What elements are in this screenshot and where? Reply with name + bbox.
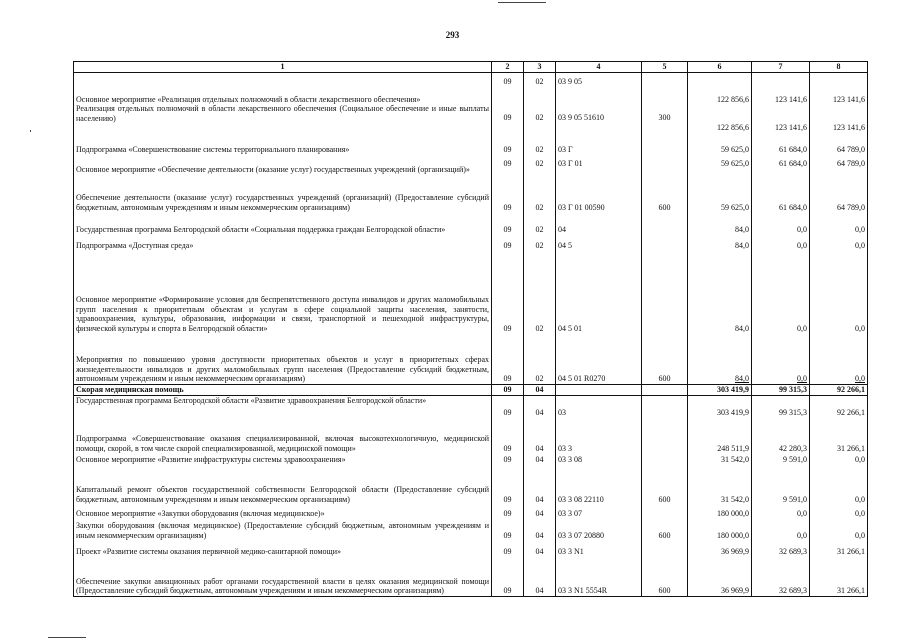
row-expense-type [642,453,688,464]
row-amount-year-1: 59 625,0 [688,154,752,174]
row-amount-year-2: 0,0 [752,333,810,384]
row-expense-type [642,258,688,333]
row-amount-year-1: 122 856,6 [688,72,752,104]
table-row [74,258,868,333]
row-name: Обеспечение закупки авиационных работ органами государственной власти в целях оказания медицинской помощи (Предоставление субсидий бюджетным, автономным учреждениям и иным некоммерческим организациям) [74,556,492,596]
row-subsection: 04 [524,453,556,464]
row-amount-year-3: 123 141,6 [810,104,868,132]
row-amount-year-2: 32 689,3 [752,556,810,596]
row-expense-type [642,154,688,174]
scan-mark [498,2,546,3]
row-subsection: 02 [524,104,556,132]
row-name: Проект «Развитие системы оказания первичной медико-санитарной помощи» [74,540,492,556]
row-amount-year-2: 0,0 [752,518,810,540]
row-name: Мероприятия по повышению уровня доступности приоритетных объектов и услуг в приоритетных сферах жизнедеятельности инвалидов и других маломобильных групп населения (Предоставление субсидий бюджетным, автономным учреждениям и иным некоммерческим организациям) [74,333,492,384]
row-section: 09 [492,453,524,464]
table-row [74,72,868,104]
table-row [74,333,868,384]
page-number: 293 [445,30,460,40]
table-row [74,453,868,464]
budget-table [73,61,868,597]
row-amount-year-1: 84,0 [688,234,752,258]
row-amount-year-2: 0,0 [752,212,810,234]
row-expense-type [642,429,688,453]
table-row [74,104,868,132]
row-expense-type [642,540,688,556]
row-amount-year-1: 303 419,9 [688,384,752,395]
row-name: Государственная программа Белгородской области «Социальная поддержка граждан Белгородской области» [74,212,492,234]
column-header: 5 [642,62,688,73]
row-amount-year-2: 0,0 [752,504,810,518]
column-header: 1 [74,62,492,73]
row-section: 09 [492,72,524,104]
row-amount-year-2: 61 684,0 [752,132,810,154]
row-target-article: 03 3 07 [556,504,642,518]
row-amount-year-3: 64 789,0 [810,174,868,212]
row-amount-year-1: 84,0 [688,258,752,333]
row-section: 09 [492,540,524,556]
row-target-article: 04 5 01 [556,258,642,333]
table-row [74,556,868,596]
row-name: Реализация отдельных полномочий в области лекарственного обеспечения (Социальное обеспечение и иные выплаты населению) [74,104,492,132]
row-amount-year-1: 36 969,9 [688,540,752,556]
row-subsection: 02 [524,154,556,174]
row-amount-year-3: 123 141,6 [810,72,868,104]
row-amount-year-2: 9 591,0 [752,464,810,504]
column-header: 6 [688,62,752,73]
row-subsection: 02 [524,174,556,212]
row-amount-year-1: 31 542,0 [688,453,752,464]
row-name: Основное мероприятие «Закупки оборудования (включая медицинское)» [74,504,492,518]
row-expense-type [642,234,688,258]
row-amount-year-2: 32 689,3 [752,540,810,556]
row-amount-year-1: 180 000,0 [688,504,752,518]
row-amount-year-3: 31 266,1 [810,556,868,596]
row-amount-year-3: 0,0 [810,518,868,540]
row-amount-year-1: 248 511,9 [688,429,752,453]
row-target-article: 03 Г [556,132,642,154]
column-header: 8 [810,62,868,73]
row-section: 09 [492,174,524,212]
table-row [74,429,868,453]
row-amount-year-3: 0,0 [810,464,868,504]
row-expense-type [642,72,688,104]
row-amount-year-2: 42 280,3 [752,429,810,453]
row-subsection: 02 [524,234,556,258]
column-header: 2 [492,62,524,73]
row-name: Основное мероприятие «Реализация отдельных полномочий в области лекарственного обеспечения» [74,72,492,104]
row-section: 09 [492,234,524,258]
row-subsection: 02 [524,212,556,234]
row-target-article: 03 9 05 [556,72,642,104]
row-amount-year-3: 0,0 [810,453,868,464]
row-amount-year-1: 180 000,0 [688,518,752,540]
row-amount-year-2: 9 591,0 [752,453,810,464]
row-amount-year-3: 31 266,1 [810,540,868,556]
row-amount-year-1: 36 969,9 [688,556,752,596]
row-amount-year-2: 99 315,3 [752,384,810,395]
column-header: 4 [556,62,642,73]
row-expense-type [642,212,688,234]
row-section: 09 [492,384,524,395]
row-section: 09 [492,212,524,234]
row-name: Обеспечение деятельности (оказание услуг) государственных учреждений (организаций) (Предоставление субсидий бюджетным, автономным учреждениям и иным некоммерческим организациям) [74,174,492,212]
table-row [74,464,868,504]
row-amount-year-3: 0,0 [810,212,868,234]
row-amount-year-2: 61 684,0 [752,154,810,174]
row-section: 09 [492,132,524,154]
row-amount-year-1: 31 542,0 [688,464,752,504]
scan-mark [48,637,86,638]
row-target-article [556,384,642,395]
row-target-article: 03 9 05 51610 [556,104,642,132]
row-amount-year-2: 123 141,6 [752,72,810,104]
row-name: Основное мероприятие «Обеспечение деятельности (оказание услуг) государственных учреждений (организаций)» [74,154,492,174]
row-name: Подпрограмма «Совершенствование оказания специализированной, включая высокотехнологичную, медицинской помощи, скорой, в том числе скорой специализированной, медицинской помощи» [74,429,492,453]
row-name: Скорая медицинская помощь [74,384,492,395]
row-target-article: 03 Г 01 00590 [556,174,642,212]
row-amount-year-1: 303 419,9 [688,395,752,429]
row-section: 09 [492,395,524,429]
row-subsection: 04 [524,429,556,453]
row-name: Подпрограмма «Доступная среда» [74,234,492,258]
row-target-article: 03 3 08 22110 [556,464,642,504]
table-row [74,234,868,258]
row-name: Основное мероприятие «Развитие инфраструктуры системы здравоохранения» [74,453,492,464]
row-section: 09 [492,258,524,333]
row-amount-year-3: 64 789,0 [810,132,868,154]
row-section: 09 [492,518,524,540]
column-number-row [74,62,868,73]
row-name: Капитальный ремонт объектов государственной собственности Белгородской области (Предоставление субсидий бюджетным, автономным учреждениям и иным некоммерческим организациям) [74,464,492,504]
table-row [74,212,868,234]
row-subsection: 04 [524,504,556,518]
section-row [74,384,868,395]
row-subsection: 02 [524,258,556,333]
row-amount-year-1: 84,0 [688,333,752,384]
row-subsection: 04 [524,540,556,556]
row-name: Подпрограмма «Совершенствование системы территориального планирования» [74,132,492,154]
row-subsection: 04 [524,518,556,540]
row-expense-type: 600 [642,556,688,596]
row-subsection: 04 [524,395,556,429]
row-section: 09 [492,104,524,132]
row-subsection: 02 [524,333,556,384]
row-amount-year-3: 92 266,1 [810,395,868,429]
row-amount-year-2: 0,0 [752,258,810,333]
row-amount-year-3: 0,0 [810,258,868,333]
row-amount-year-1: 59 625,0 [688,174,752,212]
row-amount-year-1: 59 625,0 [688,132,752,154]
row-name: Основное мероприятие «Формирование условия для беспрепятственного доступа инвалидов и других маломобильных групп населения к приоритетным объектам и услугам в сфере социальной защиты населения, занятости, здравоохранения, культуры, образования, информации и связи, транспортной и пешеходной инфраструктуры, физической культуры и спорта в Белгородской области» [74,258,492,333]
row-amount-year-3: 31 266,1 [810,429,868,453]
row-target-article: 03 3 N1 [556,540,642,556]
row-section: 09 [492,154,524,174]
row-amount-year-3: 0,0 [810,234,868,258]
row-subsection: 02 [524,72,556,104]
row-target-article: 03 3 07 20880 [556,518,642,540]
column-header: 3 [524,62,556,73]
row-amount-year-3: 0,0 [810,504,868,518]
row-amount-year-2: 99 315,3 [752,395,810,429]
table-row [74,174,868,212]
column-header: 7 [752,62,810,73]
row-target-article: 03 3 [556,429,642,453]
row-expense-type [642,132,688,154]
row-expense-type: 600 [642,174,688,212]
row-expense-type: 600 [642,518,688,540]
row-section: 09 [492,464,524,504]
row-expense-type: 600 [642,333,688,384]
row-target-article: 04 5 01 R0270 [556,333,642,384]
row-section: 09 [492,504,524,518]
row-subsection: 02 [524,132,556,154]
row-subsection: 04 [524,384,556,395]
row-name: Государственная программа Белгородской области «Развитие здравоохранения Белгородской области» [74,395,492,429]
row-target-article: 03 3 08 [556,453,642,464]
row-target-article: 04 [556,212,642,234]
row-section: 09 [492,333,524,384]
row-section: 09 [492,556,524,596]
row-amount-year-2: 61 684,0 [752,174,810,212]
row-subsection: 04 [524,556,556,596]
row-target-article: 03 Г 01 [556,154,642,174]
row-section: 09 [492,429,524,453]
row-name: Закупки оборудования (включая медицинское) (Предоставление субсидий бюджетным, автономным учреждениям и иным некоммерческим организациям) [74,518,492,540]
row-expense-type: 300 [642,104,688,132]
table-row [74,504,868,518]
table-row [74,154,868,174]
table-row [74,518,868,540]
row-target-article: 03 3 N1 5554R [556,556,642,596]
row-amount-year-3: 92 266,1 [810,384,868,395]
row-amount-year-1: 84,0 [688,212,752,234]
row-target-article: 04 5 [556,234,642,258]
table-row [74,540,868,556]
row-amount-year-2: 0,0 [752,234,810,258]
row-expense-type [642,384,688,395]
row-expense-type: 600 [642,464,688,504]
row-target-article: 03 [556,395,642,429]
row-amount-year-3: 0,0 [810,333,868,384]
row-amount-year-2: 123 141,6 [752,104,810,132]
row-amount-year-1: 122 856,6 [688,104,752,132]
row-amount-year-3: 64 789,0 [810,154,868,174]
row-subsection: 04 [524,464,556,504]
table-row [74,395,868,429]
scan-mark [30,130,31,132]
table-row [74,132,868,154]
row-expense-type [642,395,688,429]
row-expense-type [642,504,688,518]
